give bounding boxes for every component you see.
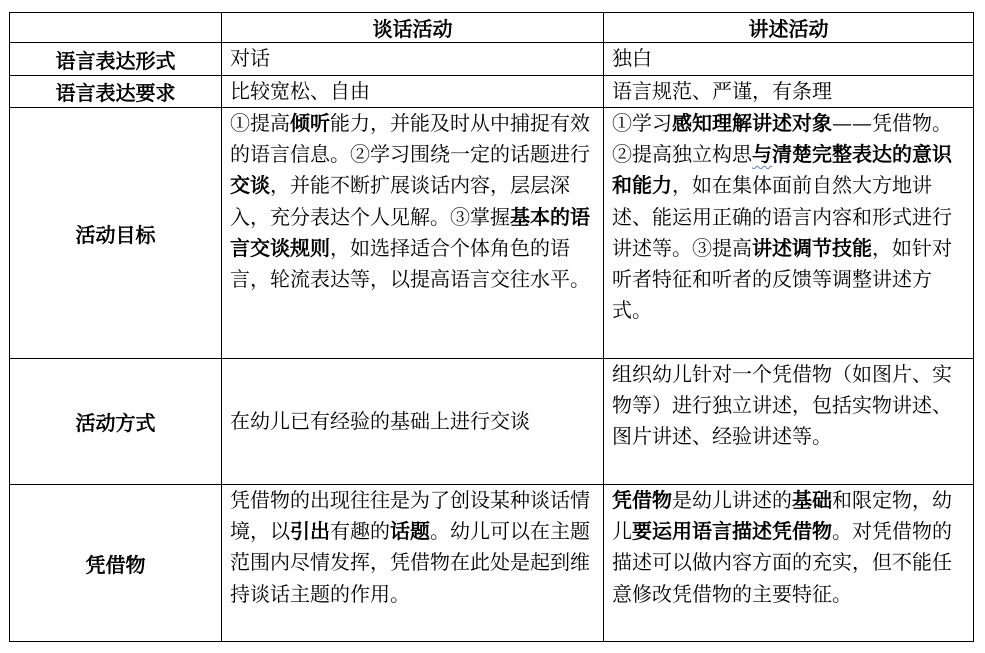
cell-text: 能力，并能及时从中捕捉有效的语言信息。②学习围绕一定的话题进行 — [230, 111, 590, 167]
row-label: 活动目标 — [10, 108, 222, 359]
narrate-cell — [604, 43, 974, 76]
header-talk-activity: 谈话活动 — [222, 13, 604, 43]
cell-text: ，如针对听者特征和听者的反馈等调整讲述方式。 — [612, 235, 952, 323]
cell-text: 语言规范、严谨，有条理 — [612, 79, 832, 103]
emphasis-text: 讲述调节技能 — [752, 235, 872, 260]
comparison-table — [9, 12, 974, 642]
narrate-cell — [604, 108, 974, 359]
narrate-cell — [604, 485, 974, 642]
cell-text: ，如在集体面前自然大方地讲述、能运用正确的语言内容和形式进行讲述等。③提高 — [612, 173, 952, 260]
row-expression-form — [10, 43, 974, 76]
row-label: 活动方式 — [10, 359, 222, 485]
emphasis-text: 交谈 — [230, 173, 270, 198]
row-label: 语言表达要求 — [10, 76, 222, 108]
emphasis-text: 基本的语言交谈规则 — [230, 204, 590, 260]
cell-text: ——凭借物。②提高独立构思 — [612, 111, 952, 167]
header-narrate-activity: 讲述活动 — [604, 13, 974, 43]
emphasis-text: 基础 — [792, 488, 832, 512]
row-expression-requirement — [10, 76, 974, 108]
cell-text: 比较宽松、自由 — [230, 79, 370, 103]
cell-text: ①学习 — [612, 111, 672, 135]
cell-text: 独白 — [612, 46, 652, 70]
row-label: 凭借物 — [10, 485, 222, 642]
cell-text: 组织幼儿针对一个凭借物（如图片、实物等）进行独立讲述，包括实物讲述、图片讲述、经验讲述等。 — [612, 362, 952, 449]
emphasis-text: 清楚完整表达的意识和能力 — [612, 142, 952, 198]
cell-text: 。幼儿可以在主题范围内尽情发挥，凭借物在此处是起到维持谈话主题的作用。 — [230, 519, 590, 606]
cell-text: ，并能不断扩展谈话内容，层层深入，充分表达个人见解。③掌握 — [230, 173, 570, 229]
talk-cell — [222, 485, 604, 642]
cell-text: 在幼儿已有经验的基础上进行交谈 — [230, 408, 530, 433]
row-activity-goals — [10, 108, 974, 359]
cell-text: 和限定物，幼儿 — [612, 488, 952, 544]
header-row — [10, 13, 974, 43]
emphasis-text: 倾听 — [290, 111, 330, 135]
cell-text: 凭借物的出现往往是为了创设某种谈话情境，以 — [230, 488, 590, 544]
talk-cell — [222, 359, 604, 485]
talk-cell — [222, 108, 604, 359]
talk-cell — [222, 76, 604, 108]
narrate-cell — [604, 359, 974, 485]
cell-text: ，如选择适合个体角色的语言，轮流表达等，以提高语言交往水平。 — [230, 235, 590, 292]
emphasis-text: 要运用语言描述凭借物 — [632, 519, 832, 544]
emphasis-text: 话题 — [390, 519, 430, 544]
narrate-cell — [604, 76, 974, 108]
cell-text: 是幼儿讲述的 — [672, 488, 792, 512]
row-activity-method — [10, 359, 974, 485]
cell-text: 。对凭借物的描述可以做内容方面的充实，但不能任意修改凭借物的主要特征。 — [612, 519, 952, 606]
emphasis-text: 引出 — [290, 519, 330, 544]
cell-text: ①提高 — [230, 111, 290, 135]
emphasis-text: 凭借物 — [612, 488, 672, 512]
header-corner — [10, 13, 222, 43]
row-label: 语言表达形式 — [10, 43, 222, 76]
cell-text: 有趣的 — [330, 519, 390, 544]
emphasis-text: 与 — [752, 142, 772, 167]
talk-cell — [222, 43, 604, 76]
row-prop — [10, 485, 974, 642]
cell-text: 对话 — [230, 46, 270, 70]
emphasis-text: 感知理解讲述对象 — [672, 111, 832, 135]
